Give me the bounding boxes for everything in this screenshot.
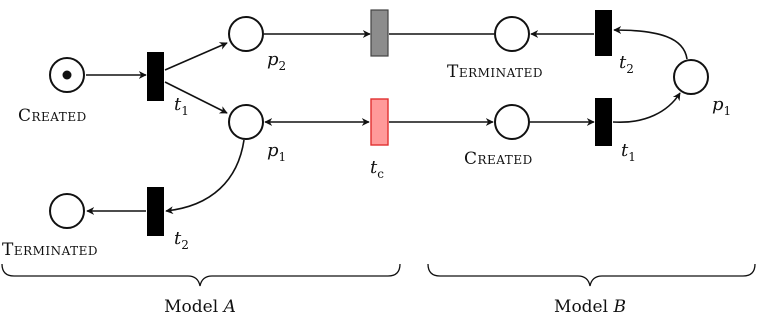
place-terminated-b-label: Terminated: [447, 62, 544, 82]
model-b-brace: [428, 264, 755, 286]
transition-t1-b-label: $t_1$: [621, 140, 636, 164]
shared-transitions: [264, 10, 494, 181]
place-created-b: [495, 105, 529, 139]
place-created-b-label: Created: [464, 149, 533, 169]
place-p2-a: [229, 17, 263, 51]
transition-t2-a: [147, 187, 164, 236]
place-terminated-a-label: Terminated: [2, 240, 99, 260]
model-a-label: Model A: [164, 297, 236, 317]
transition-t2-a-label: $t_2$: [174, 228, 189, 252]
place-terminated-a: [50, 194, 84, 228]
arc-p1-to-t2: [166, 140, 244, 211]
transition-t2-b-label: $t_2$: [619, 52, 634, 76]
transition-tc-label: $t_c$: [370, 157, 384, 181]
transition-t1-a-label: $t_1$: [174, 94, 189, 118]
place-p1-b: [674, 60, 708, 94]
model-a-brace: [2, 264, 400, 286]
place-p1-b-label: $p_1$: [712, 94, 732, 118]
transition-t1-a: [147, 52, 164, 101]
model-a-net: [2, 17, 286, 260]
transition-t1-b: [595, 98, 612, 146]
arc-t1-to-p1: [613, 93, 680, 122]
transition-gray: [371, 10, 388, 56]
place-p2-a-label: $p_2$: [267, 49, 287, 73]
model-b-label: Model B: [554, 297, 626, 317]
transition-tc: [371, 99, 388, 145]
place-p1-a-label: $p_1$: [267, 140, 287, 164]
arc-t1-to-p2: [165, 43, 227, 70]
transition-t2-b: [595, 10, 612, 56]
place-terminated-b: [495, 17, 529, 51]
place-p1-a: [229, 105, 263, 139]
token-dot: [63, 71, 72, 80]
place-created-a-label: Created: [18, 106, 87, 126]
